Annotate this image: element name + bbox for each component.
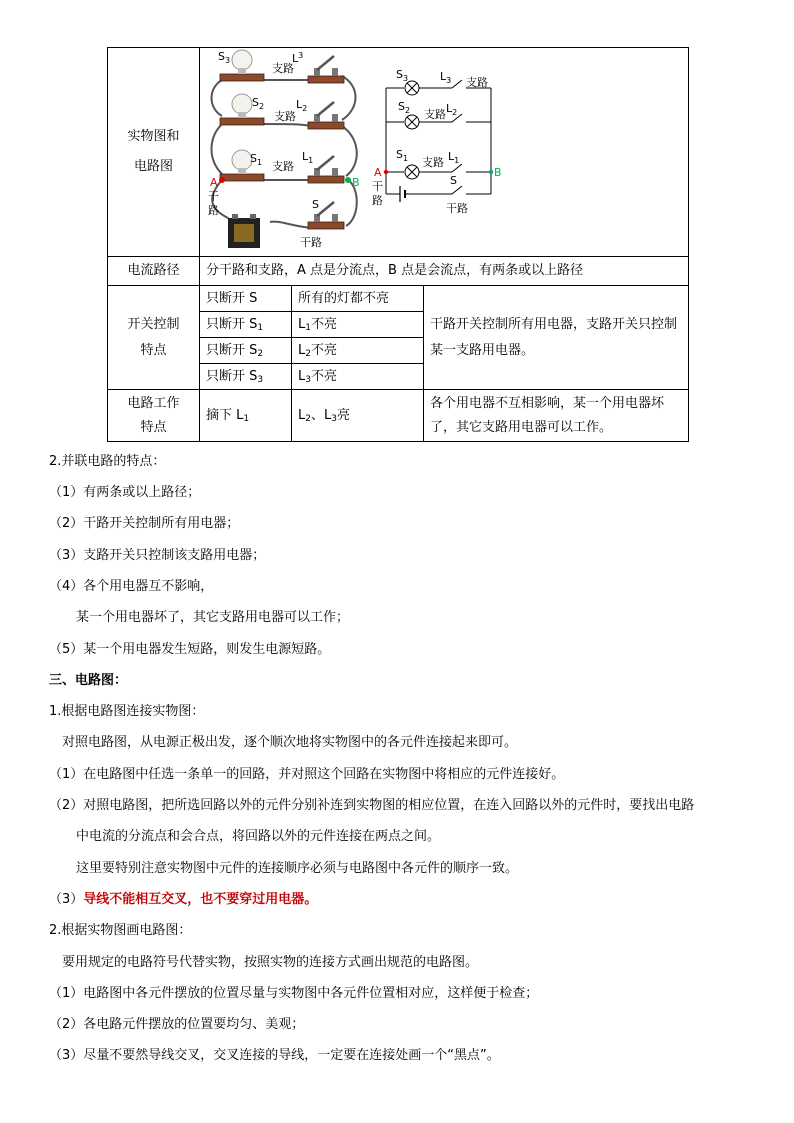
schem-trunk-label: 干路 — [446, 202, 468, 215]
phys-branch-label-3: 支路 — [272, 160, 294, 173]
work-summary: 各个用电器不互相影响，某一个用电器坏了，其它支路用电器可以工作。 — [424, 390, 689, 442]
para-1-step2-cont: 中电流的分流点和会合点，将回路以外的元件连接在两点之间。 — [76, 829, 441, 844]
para-2-step1: （1）电路图中各元件摆放的位置尽量与实物图中各元件位置相对应，这样便于检查； — [49, 986, 539, 1001]
phys-s1-label: $S_1$ — [250, 152, 263, 167]
schem-s1-label: $S_1$ — [396, 148, 409, 163]
switch-control-label-line1: 开关控制 — [127, 316, 180, 332]
schem-node-b-dot — [489, 170, 493, 174]
feature-1: （1）有两条或以上路径； — [49, 485, 201, 500]
work-feature-label — [108, 390, 200, 442]
schem-branch-label-1: 支路 — [466, 76, 488, 89]
switch-control-label-line2: 特点 — [140, 342, 167, 358]
current-path-value: 分干路和支路，A 点是分流点，B 点是会流点，有两条或以上路径 — [200, 257, 689, 286]
subheading-2: 2.根据实物图画电路图： — [49, 923, 192, 938]
schem-s3-label: $S_3$ — [396, 68, 409, 83]
switch-s1-icon — [308, 156, 344, 183]
switch-result-1: $L_1$不亮 — [292, 312, 424, 338]
phys-s3-label: $S_3$ — [218, 50, 231, 65]
para-2-step3: （3）尽量不要然导线交叉，交叉连接的导线，一定要在连接处画一个“黑点”。 — [49, 1048, 500, 1063]
node-a-dot — [219, 177, 225, 183]
switch-action-0: 只断开 S — [200, 286, 292, 312]
diagram-row-label-line1: 实物图和 — [127, 129, 180, 144]
switch-result-3: $L_3$不亮 — [292, 364, 424, 390]
schem-b-label: B — [494, 166, 502, 179]
work-feature-label-line1: 电路工作 — [127, 395, 180, 411]
section-3-heading: 三、电路图： — [49, 673, 128, 688]
circuit-diagrams — [200, 48, 688, 256]
switch-summary: 干路开关控制所有用电器，支路开关只控制某一支路用电器。 — [424, 286, 689, 390]
phys-trunk-label-v1: 干 — [208, 190, 219, 203]
schem-s2-label: $S_2$ — [398, 100, 411, 115]
para-1-intro: 对照电路图，从电源正极出发，逐个顺次地将实物图中的各元件连接起来即可。 — [62, 735, 518, 750]
switch-control-label — [108, 286, 200, 390]
feature-4: （4）各个用电器互不影响， — [49, 579, 214, 594]
schem-l3-label: $L_3$ — [440, 70, 452, 85]
current-path-label: 电流路径 — [108, 257, 200, 286]
phys-branch-label-2: 支路 — [274, 110, 296, 123]
bulb-l1-icon — [232, 150, 252, 174]
battery-icon — [228, 214, 260, 248]
node-b-dot — [345, 177, 351, 183]
phys-b-label: B — [352, 176, 360, 189]
schem-l1-label: $L_1$ — [448, 150, 460, 165]
feature-2: （2）干路开关控制所有用电器； — [49, 516, 240, 531]
para-1-note: 这里要特别注意实物图中元件的连接顺序必须与电路图中各元件的顺序一致。 — [76, 861, 519, 876]
schem-l2-label: $L_2$ — [446, 102, 458, 117]
phys-trunk-label-v2: 路 — [208, 204, 219, 217]
schem-branch-label-2: 支路 — [424, 108, 446, 121]
para-1-step2: （2）对照电路图，把所选回路以外的元件分别补连到实物图的相应位置，在连入回路以外的元件时，要找出电路 — [49, 798, 695, 813]
phys-s-label: S — [312, 198, 319, 211]
diagram-row-label — [108, 48, 200, 257]
phys-l3-label: $L^3$ — [292, 51, 304, 65]
phys-s2-label: $S_2$ — [252, 96, 265, 111]
schem-trunk-v1: 干 — [372, 180, 383, 193]
switch-action-2: 只断开 $S_2$ — [200, 338, 292, 364]
switch-s3-icon — [308, 56, 344, 83]
schem-trunk-v2: 路 — [372, 194, 383, 207]
schematic-diagram — [372, 68, 502, 215]
bulb-l2-icon — [232, 94, 252, 118]
schem-a-label: A — [374, 166, 382, 179]
switch-action-1: 只断开 $S_1$ — [200, 312, 292, 338]
switch-s2-icon — [308, 102, 344, 129]
schem-node-a-dot — [384, 170, 388, 174]
physical-diagram — [208, 50, 360, 249]
diagram-cell — [200, 48, 689, 257]
feature-4-cont: 某一个用电器坏了，其它支路用电器可以工作； — [76, 610, 350, 625]
switch-action-3: 只断开 $S_3$ — [200, 364, 292, 390]
feature-3: （3）支路开关只控制该支路用电器； — [49, 548, 266, 563]
phys-a-label: A — [210, 176, 218, 189]
phys-trunk-label: 干路 — [300, 236, 322, 249]
switch-result-0: 所有的灯都不亮 — [292, 286, 424, 312]
para-2-intro: 要用规定的电路符号代替实物，按照实物的连接方式画出规范的电路图。 — [62, 955, 479, 970]
diagram-row-label-line2: 电路图 — [133, 159, 173, 174]
para-1-step1: （1）在电路图中任选一条单一的回路，并对照这个回路在实物图中将相应的元件连接好。 — [49, 767, 565, 782]
work-result: $L_2$、$L_3$亮 — [292, 390, 424, 442]
bulb-l3-icon — [232, 50, 252, 74]
work-feature-label-line2: 特点 — [140, 419, 167, 435]
parallel-circuit-table — [107, 47, 689, 442]
feature-5: （5）某一个用电器发生短路，则发生电源短路。 — [49, 642, 331, 657]
switch-result-2: $L_2$不亮 — [292, 338, 424, 364]
warning-text: 导线不能相互交叉，也不要穿过用电器。 — [83, 892, 318, 907]
heading-parallel-features: 2.并联电路的特点： — [49, 454, 166, 469]
subheading-1: 1.根据电路图连接实物图： — [49, 704, 205, 719]
schem-s-label: S — [450, 174, 457, 187]
schem-branch-label-3: 支路 — [422, 156, 444, 169]
para-1-step3: （3）导线不能相互交叉，也不要穿过用电器。 — [49, 892, 318, 907]
phys-l1-label: $L_1$ — [302, 150, 314, 165]
work-action: 摘下 $L_1$ — [200, 390, 292, 442]
para-2-step2: （2）各电路元件摆放的位置要均匀、美观； — [49, 1017, 305, 1032]
phys-branch-label-1: 支路 — [272, 62, 294, 75]
phys-l2-label: $L_2$ — [296, 98, 308, 113]
